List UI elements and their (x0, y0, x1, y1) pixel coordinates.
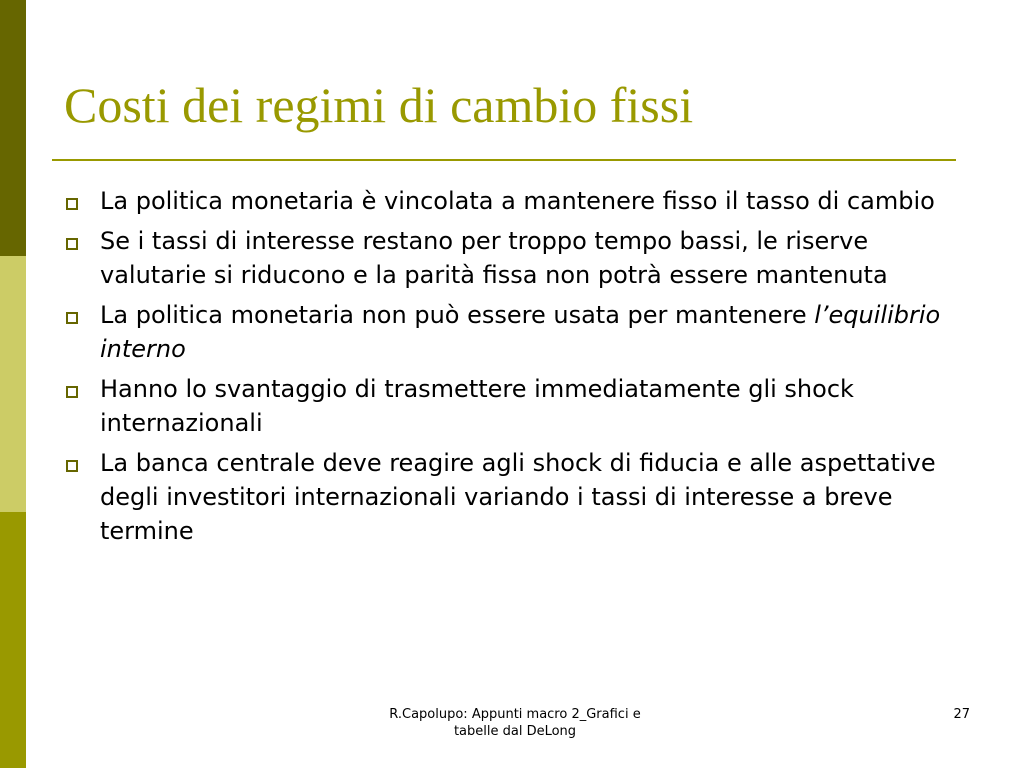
bullet-item (64, 224, 964, 292)
bullet-emphasis: l’equilibrio interno (100, 301, 941, 363)
footer-credit-line: tabelle dal DeLong (453, 724, 577, 739)
sidebar-band-olive (0, 512, 26, 768)
bullet-list (64, 184, 964, 554)
bullet-text: Hanno lo svantaggio di trasmettere immediatamente gli shock internazionali (100, 375, 854, 437)
hollow-square-bullet-icon (66, 312, 78, 324)
bullet-item (64, 184, 964, 218)
bullet-text: Se i tassi di interesse restano per troppo tempo bassi, le riserve valutarie si riducono e la parità fissa non potrà essere mantenuta (100, 227, 888, 289)
title-underline (52, 159, 956, 161)
footer-credit (340, 706, 690, 740)
bullet-item (64, 446, 964, 548)
hollow-square-bullet-icon (66, 386, 78, 398)
bullet-text: La politica monetaria non può essere usata per mantenere (100, 301, 815, 329)
bullet-item (64, 298, 964, 366)
hollow-square-bullet-icon (66, 460, 78, 472)
page-number: 27 (953, 707, 970, 722)
bullet-text: La politica monetaria è vincolata a mantenere fisso il tasso di cambio (100, 187, 935, 215)
hollow-square-bullet-icon (66, 198, 78, 210)
hollow-square-bullet-icon (66, 238, 78, 250)
bullet-text: La banca centrale deve reagire agli shock di fiducia e alle aspettative degli investitori internazionali variando i tassi di interesse a breve termine (100, 449, 936, 545)
footer-credit-line: R.Capolupo: Appunti macro 2_Grafici e (389, 707, 641, 722)
sidebar-band-light (0, 256, 26, 512)
bullet-item (64, 372, 964, 440)
slide-title: Costi dei regimi di cambio fissi (64, 77, 694, 133)
sidebar-band-dark (0, 0, 26, 256)
